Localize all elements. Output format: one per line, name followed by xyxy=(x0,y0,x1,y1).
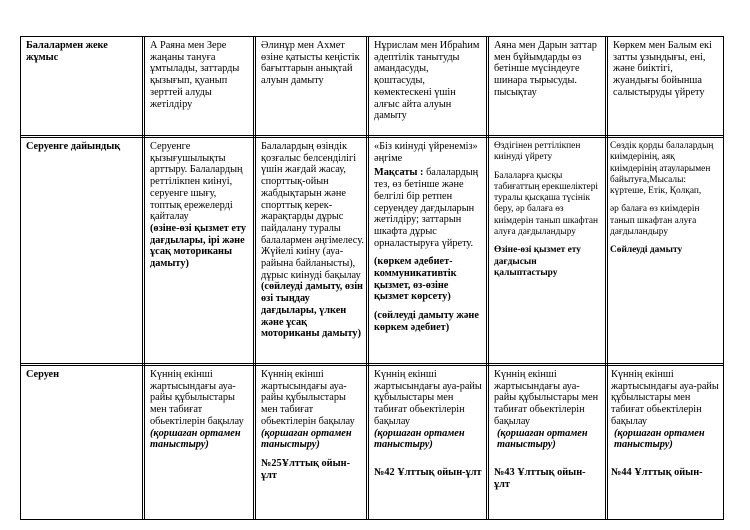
walk-area: (қоршаған ортамен таныстыру) xyxy=(150,427,241,451)
walk-prep-skills: Сөйлеуді дамыту xyxy=(610,245,683,256)
walk-prep-skills: (өзіне-өзі қызмет ету дағдылары, ірі және ұсақ моториканы дамыту) xyxy=(150,222,247,270)
walk-prep-skills: (сөйлеуді дамыту және көркем әдебиет) xyxy=(374,310,479,333)
walk-cell xyxy=(369,367,485,518)
conversation-title: «Біз киінуді үйренеміз» әңгіме xyxy=(374,141,478,164)
national-game: №42 Ұлттық ойын-ұлт xyxy=(374,466,482,478)
walk-prep-cell xyxy=(145,139,252,362)
spacer xyxy=(374,249,484,256)
goal-text: балалардың тез, өз бетінше және белгілі бір ретпен серуендеу дағдыларын жетілдіру; заттарын шкафта дұрыс орналастыруға үйрету. xyxy=(374,167,479,249)
row-divider xyxy=(20,363,724,366)
national-game: №44 Ұлттық ойын- xyxy=(611,466,703,478)
walk-observation: Күннің екінші жартысындағы ауа-райы құбылыстары мен табиғат обьектілерін бақылау xyxy=(261,369,355,427)
individual-work-cell: Аяна мен Дарын заттар мен бұйымдарды өз бетінше мүсіндеуге шинара тырысуды. пысықтау xyxy=(494,40,597,98)
walk-prep-cell xyxy=(369,139,485,362)
walk-cell xyxy=(256,367,365,518)
walk-prep-cell xyxy=(608,139,723,362)
walk-prep-cell xyxy=(489,139,604,362)
walk-cell xyxy=(608,367,723,518)
walk-prep-text: әр балаға өз киімдерін танып шкафтан алуға дағдыландыру xyxy=(610,204,700,238)
walk-observation: Күннің екінші жартысындағы ауа-райы құбылыстары мен табиғат обьектілерін бақылау xyxy=(374,369,482,427)
row-label-individual-work: Балалармен жеке жұмыс xyxy=(26,40,108,63)
individual-work-cell: А Раяна мен Зере жаңаны тануға ұмтылады, заттарды қызығып, қуанып зерттей алуды жетілдіру xyxy=(150,40,240,110)
spacer xyxy=(611,451,720,467)
planning-table xyxy=(20,36,724,520)
walk-observation: Күннің екінші жартысындағы ауа-райы құбылыстары мен табиғат обьектілерін бақылау xyxy=(494,369,599,427)
walk-prep-text: Серуенге қызығушылықты арттыру. Балалардың реттілікпен киінуі, серуенге шығу, топтық ережелерді қайталау xyxy=(150,141,243,223)
row-label-walk: Серуен xyxy=(26,369,60,380)
individual-work-cell: Нұрислам мен Ибраһим әдептілік танытуды амандасуды, қоштасуды, көмектескені үшін алғыс айта алуын дамыту xyxy=(374,40,480,122)
walk-prep-text: Сөздік қорды балалардың киімдерінің, аяқ киімдерінің атауларымен байытуға,Мысалы: күртеше, Етік, Қолқап, xyxy=(610,141,714,197)
walk-cell xyxy=(489,367,604,518)
row-label-walk-preparation: Серуенге дайындық xyxy=(26,141,121,152)
goal-paragraph xyxy=(374,167,484,249)
table-border-top xyxy=(20,36,724,37)
walk-prep-text: Балаларға қысқы табиғаттың ерекшеліктері туралы қысқаша түсінік беру, әр балаға өз киімдерін танып шкафтан алуға дағдыландыру xyxy=(494,170,598,238)
national-game: №25Ұлттық ойын-ұлт xyxy=(261,457,351,481)
walk-area: (қоршаған ортамен таныстыру) xyxy=(614,427,705,451)
goal-label: Мақсаты : xyxy=(374,167,424,179)
spacer xyxy=(374,451,482,467)
walk-prep-cell xyxy=(256,139,365,362)
walk-prep-text: Өздігінен реттілікпен киінуді үйрету xyxy=(494,141,581,163)
walk-observation: Күннің екінші жартысындағы ауа-райы құбылыстары мен табиғат обьектілерін бақылау xyxy=(150,369,244,427)
walk-area: (қоршаған ортамен таныстыру) xyxy=(374,427,465,451)
spacer xyxy=(374,303,484,310)
walk-cell xyxy=(145,367,252,518)
walk-observation: Күннің екінші жартысындағы ауа-райы құбылыстары мен табиғат обьектілерін бақылау xyxy=(611,369,719,427)
walk-prep-skills: (көркем әдебиет-коммуникативтік қызмет, өз-өзіне қызмет көрсету) xyxy=(374,256,457,303)
national-game: №43 Ұлттық ойын-ұлт xyxy=(494,466,586,490)
walk-area: (қоршаған ортамен таныстыру) xyxy=(261,427,352,451)
individual-work-cell: Көркем мен Балым екі затты ұзындығы, ені, және биіктігі, жуандығы бойынша салыстыруды үйрету xyxy=(613,40,712,98)
row-divider xyxy=(20,135,724,138)
walk-prep-text: Балалардың өзіндік қозғалыс белсенділігі үшін жағдай жасау, спорттық-ойын жабдықтарын және спорттық керек-жарақтарды дұрыс пайдалану туралы балалармен әңгімелесу. Жүйелі киіну (ауа-райына байланысты), дұрыс киінуді бақылау xyxy=(261,141,364,281)
table-border-bottom xyxy=(20,519,724,520)
walk-prep-skills: Өзіне-өзі қызмет ету дағдысын қалыптастыру xyxy=(494,245,581,278)
spacer xyxy=(494,451,601,467)
spacer xyxy=(494,164,601,171)
walk-area: (қоршаған ортамен таныстыру) xyxy=(497,427,588,451)
spacer xyxy=(261,451,362,458)
individual-work-cell: Әлинұр мен Ахмет өзіне қатысты кеңістік бағыттарын анықтай алуын дамыту xyxy=(261,40,360,87)
walk-prep-skills: (сөйлеуді дамыту, өзін өзі тыңдау дағдылары, үлкен және ұсақ моториканы дамыту) xyxy=(261,281,363,340)
table-border-right xyxy=(723,36,724,520)
